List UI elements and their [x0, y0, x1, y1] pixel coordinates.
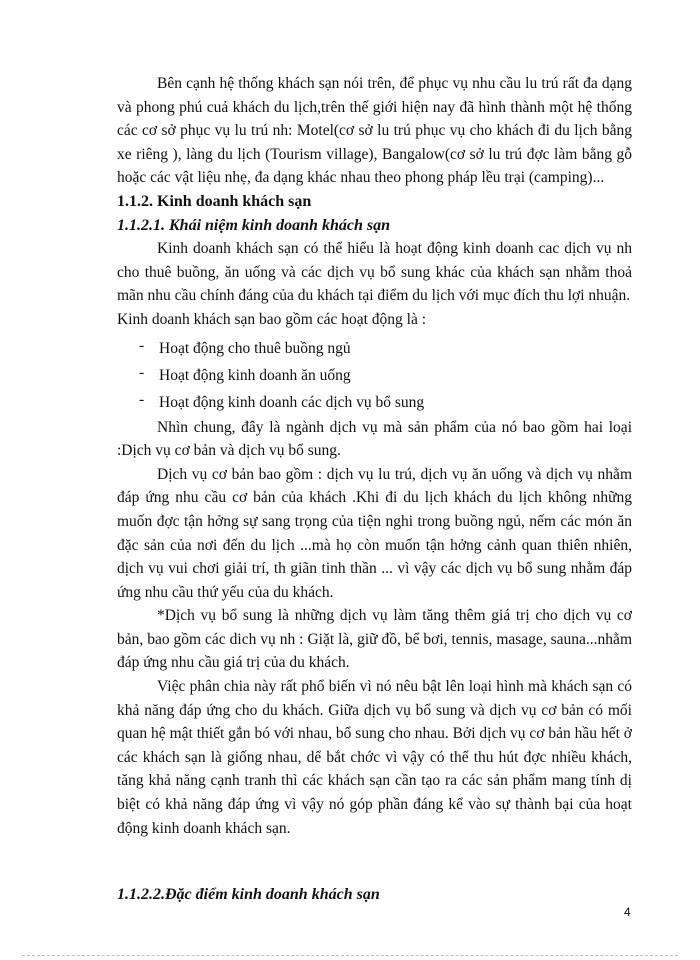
list-item	[139, 362, 632, 389]
page-number: 4	[624, 905, 631, 919]
heading-1-1-2: 1.1.2. Kinh doanh khách sạn	[117, 192, 312, 210]
section-spacer	[117, 840, 632, 883]
list-item-text: Hoạt động kinh doanh ăn uống	[159, 366, 351, 384]
activities-intro: Kinh doanh khách sạn bao gồm các hoạt động là :	[117, 310, 427, 328]
document-body	[117, 72, 632, 907]
paragraph-supplementary: *Dịch vụ bổ sung là những dịch vụ làm tăng thêm giá trị cho dịch vụ cơ bản, bao gồm các dich vụ nh : Giặt là, giữ đồ, bể bơi, tennis, masage, sauna...nhằm đáp ứng nhu cầu giá trị của du khách.	[117, 607, 632, 672]
paragraph-definition: Kinh doanh khách sạn có thể hiểu là hoạt động kinh doanh cac dịch vụ nh cho thuê buồng, ăn uống và các dịch vụ bổ sung khác của khách sạn nhằm thoả mãn nhu cầu chính đáng của du khách tại điểm du lịch với mục đích thu lợi nhuận.	[117, 240, 632, 305]
bullet-dash: -	[139, 363, 145, 381]
heading-1-1-2-1: 1.1.2.1. Khái niệm kinh doanh khách sạn	[117, 216, 390, 234]
list-item-text: Hoạt động cho thuê buồng ngủ	[159, 339, 351, 357]
heading-1-1-2-2: 1.1.2.2.Đặc điểm kinh doanh khách sạn	[117, 886, 380, 904]
bullet-dash: -	[139, 336, 145, 354]
list-item	[139, 389, 632, 416]
paragraph-classification: Việc phân chia này rất phổ biến vì nó nêu bật lên loại hình mà khách sạn có khả năng đáp ứng cho du khách. Giữa dịch vụ bổ sung và dịch vụ cơ bản có mối quan hệ mật thiết gắn bó với nhau, bổ sung cho nhau. Bởi dịch vụ cơ bản hầu hết ở các khách sạn là giống nhau, dể bắt chớc vì vậy có thể thu hút đợc nhiều khách, tăng khả năng cạnh tranh thì các khách sạn cần tạo ra các sản phẩm mang tính dị biệt có khả năng đáp ứng vì vậy nó góp phần đáng kể vào sự thành bại của hoạt động kinh doanh khách sạn.	[117, 678, 632, 837]
list-item	[139, 335, 632, 362]
paragraph-basic-services: Dịch vụ cơ bản bao gồm : dịch vụ lu trú, dịch vụ ăn uống và dịch vụ nhằm đáp ứng nhu cầu cơ bản của khách .Khi đi du lịch khách du lịch không những muốn đợc tận hởng sự sang trọng của tiện nghi trong buồng ngủ, nếm các món ăn đặc sản của nơi đến du lịch ...mà họ còn muốn tận hởng cảnh quan thiên nhiên, dịch vụ vui chơi giải trí, th giãn tinh thần ... vì vậy các dịch vụ bổ sung nhằm đáp ứng nhu cầu thứ yếu của du khách.	[117, 465, 632, 601]
page-bottom-divider	[22, 955, 678, 956]
paragraph-overview: Nhìn chung, đây là ngành dịch vụ mà sản phẩm của nó bao gồm hai loại :Dịch vụ cơ bản và dịch vụ bổ sung.	[117, 418, 632, 460]
activities-list	[117, 335, 632, 416]
list-item-text: Hoạt động kinh doanh các dịch vụ bổ sung	[159, 393, 425, 411]
paragraph-intro: Bên cạnh hệ thống khách sạn nói trên, để phục vụ nhu cầu lu trú rất đa dạng và phong phú cuả khách du lịch,trên thế giới hiện nay đã hình thành một hệ thống các cơ sở phục vụ lu trú nh: Motel(cơ sở lu trú phục vụ cho khách đi du lịch bằng xe riêng ), làng du lịch (Tourism village), Bangalow(cơ sở lu trú đợc làm bằng gỗ hoặc các vật liệu nhẹ, đa dạng khác nhau theo phong pháp lều trại (camping)...	[117, 75, 632, 187]
bullet-dash: -	[139, 390, 145, 408]
